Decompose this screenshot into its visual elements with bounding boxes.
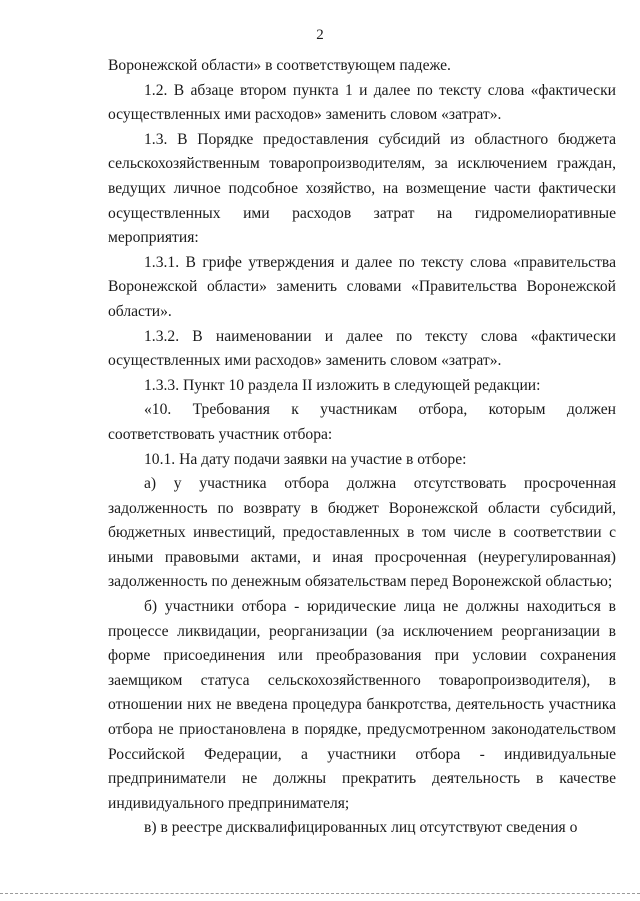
- paragraph-10-1: 10.1. На дату подачи заявки на участие в отборе:: [144, 450, 467, 468]
- paragraph-1-3: 1.3. В Порядке предоставления субсидий из областного бюджета сельскохозяйственным товаропроизводителям, за исключением граждан, ведущих личное подсобное хозяйство, на возмещение части фактически осуществленных ими расходов затрат на гидромелиоративные мероприятия:: [108, 130, 616, 247]
- paragraph-10: «10. Требования к участникам отбора, которым должен соответствовать участник отбора:: [108, 401, 616, 443]
- page-number: 2: [316, 27, 324, 43]
- paragraph-1-2: 1.2. В абзаце втором пункта 1 и далее по тексту слова «фактически осуществленных ими расходов» заменить словом «затрат».: [108, 81, 616, 124]
- paragraph-1-3-2: 1.3.2. В наименовании и далее по тексту слова «фактически осуществленных ими расходов» заменить словом «затрат».: [108, 327, 616, 370]
- paragraph-item-v: в) в реестре дисквалифицированных лиц отсутствуют сведения о: [144, 819, 578, 837]
- paragraph-item-a: а) у участника отбора должна отсутствовать просроченная задолженность по возврату в бюджет Воронежской области субсидий, бюджетных инвестиций, предоставленных в том числе в соответствии с иными правовыми актами, и иная просроченная (неурегулированная) задолженность по денежным обязательствам перед Воронежской областью;: [108, 475, 616, 591]
- paragraph-item-b: б) участники отбора - юридические лица не должны находиться в процессе ликвидации, реорганизации (за исключением реорганизации в форме присоединения или преобразования при условии сохранения заемщиком статуса сельскохозяйственного товаропроизводителя), в отношении них не введена процедура банкротства, деятельность участника отбора не приостановлена в порядке, предусмотренном законодательством Российской Федерации, а участники отбора - индивидуальные предприниматели не должны прекратить деятельность в качестве индивидуального предпринимателя;: [108, 598, 616, 812]
- paragraph-1-3-1: 1.3.1. В грифе утверждения и далее по тексту слова «правительства Воронежской области» заменить словами «Правительства Воронежской области».: [108, 253, 616, 320]
- paragraph-continuation: Воронежской области» в соответствующем падеже.: [108, 57, 451, 74]
- page-bottom-rule: [0, 893, 640, 894]
- paragraph-1-3-3: 1.3.3. Пункт 10 раздела II изложить в следующей редакции:: [144, 376, 541, 394]
- document-body: [108, 54, 616, 841]
